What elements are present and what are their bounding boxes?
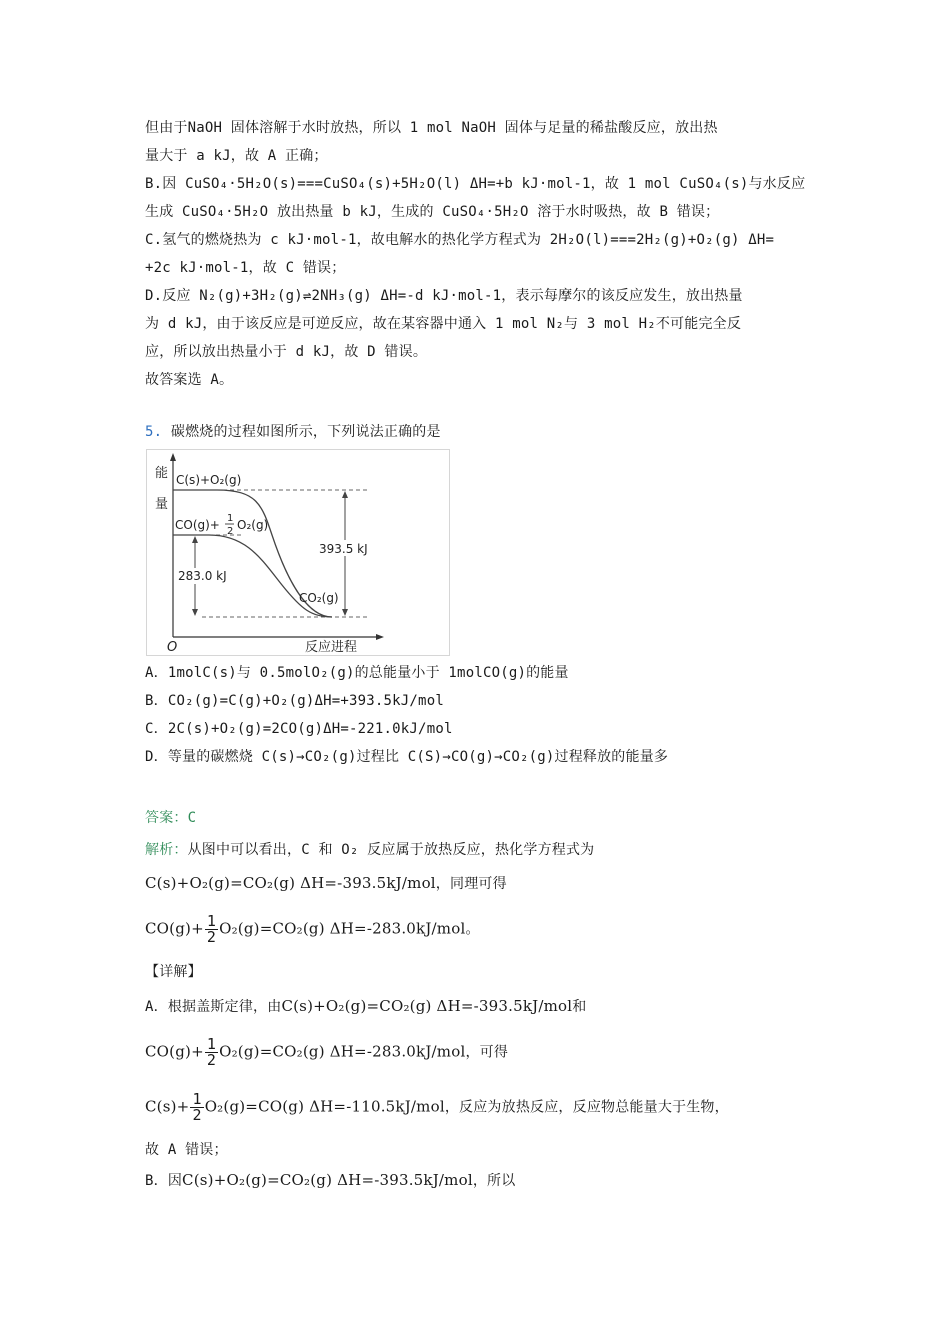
analysis-text: 从图中可以看出，C 和 O₂ 反应属于放热反应，热化学方程式为	[187, 842, 595, 858]
mid-level-label-a: CO(g)+	[175, 518, 220, 532]
fraction-half: $\frac{1}{2}$	[206, 1035, 217, 1069]
fraction-half: $\frac{1}{2}$	[192, 1090, 202, 1124]
question-text: 碳燃烧的过程如图所示，下列说法正确的是	[170, 424, 441, 440]
equation-part: CO(g)+	[145, 1042, 204, 1061]
detail-a-line1	[145, 996, 586, 1017]
text-line: B.因 CuSO₄·5H₂O(s)===CuSO₄(s)+5H₂O(l) ΔH=+b kJ·mol-1，故 1 mol CuSO₄(s)与水反应	[145, 176, 806, 192]
origin-label: O	[167, 640, 178, 655]
energy-diagram	[146, 449, 450, 656]
detail-title: 【详解】	[145, 964, 202, 980]
equation: C(s)+O₂(g)=CO₂(g) ΔH=-393.5kJ/mol	[182, 1171, 473, 1189]
detail-text: ，所以	[472, 1173, 516, 1189]
gap-label-393: 393.5 kJ	[319, 542, 368, 556]
eq-suffix: 。	[465, 921, 480, 938]
y-label-1: 能	[155, 466, 169, 481]
detail-text: ，反应为放热反应，反应物总能量大于生物，	[444, 1099, 729, 1116]
question-stem	[145, 422, 441, 442]
equation-part: C(s)+	[145, 1097, 190, 1116]
equation-part: CO(g)+	[145, 919, 204, 938]
gap-label-283: 283.0 kJ	[178, 569, 227, 583]
y-label-2: 量	[155, 497, 169, 512]
equation-part: O₂(g)=CO(g) ΔH=-110.5kJ/mol	[204, 1097, 445, 1116]
detail-a-line2	[145, 1037, 508, 1068]
analysis-eq1-line	[145, 873, 507, 894]
detail-text: ，可得	[465, 1044, 509, 1061]
detail-a-line3	[145, 1092, 729, 1123]
bottom-level-label: CO₂(g)	[299, 591, 339, 605]
question-number: 5.	[145, 424, 163, 440]
option-d: D．等量的碳燃烧 C(s)→CO₂(g)过程比 C(S)→CO(g)→CO₂(g)过程释放的能量多	[145, 749, 669, 765]
text-line: 故答案选 A。	[145, 372, 234, 388]
analysis-eq2-line	[145, 914, 480, 945]
text-line: 为 d kJ，由于该反应是可逆反应，故在某容器中通入 1 mol N₂与 3 mol H₂不可能完全反	[145, 316, 742, 332]
mid-frac-num: 1	[227, 513, 234, 524]
option-a: A．1molC(s)与 0.5molO₂(g)的总能量小于 1molCO(g)的能量	[145, 665, 569, 681]
text-line: 量大于 a kJ，故 A 正确；	[145, 148, 328, 164]
equation: C(s)+O₂(g)=CO₂(g) ΔH=-393.5kJ/mol	[145, 874, 436, 892]
option-c: C．2C(s)+O₂(g)=2CO(g)ΔH=-221.0kJ/mol	[145, 721, 453, 737]
eq-suffix: ，同理可得	[435, 876, 507, 892]
equation-part: O₂(g)=CO₂(g) ΔH=-283.0kJ/mol	[219, 1042, 466, 1061]
text-line: +2c kJ·mol-1，故 C 错误；	[145, 260, 346, 276]
detail-b-line1	[145, 1170, 515, 1191]
option-b: B．CO₂(g)=C(g)+O₂(g)ΔH=+393.5kJ/mol	[145, 693, 444, 709]
equation-part: O₂(g)=CO₂(g) ΔH=-283.0kJ/mol	[219, 919, 466, 938]
detail-text: 和	[572, 999, 587, 1015]
analysis-line	[145, 840, 594, 860]
text-line: 应，所以放出热量小于 d kJ，故 D 错误。	[145, 344, 428, 360]
text-line: D.反应 N₂(g)+3H₂(g)⇌2NH₃(g) ΔH=-d kJ·mol-1，表示每摩尔的该反应发生，放出热量	[145, 288, 743, 304]
mid-frac-den: 2	[227, 526, 234, 537]
text-line: 生成 CuSO₄·5H₂O 放出热量 b kJ，生成的 CuSO₄·5H₂O 溶于水时吸热，故 B 错误；	[145, 204, 720, 220]
answer-label: 答案：C	[145, 810, 197, 826]
text-line: 但由于NaOH 固体溶解于水时放热，所以 1 mol NaOH 固体与足量的稀盐酸反应，放出热	[145, 120, 718, 136]
detail-text: B．因	[145, 1173, 183, 1189]
top-level-label: C(s)+O₂(g)	[176, 473, 242, 487]
analysis-label: 解析：	[145, 842, 188, 858]
fraction-half: $\frac{1}{2}$	[206, 912, 217, 946]
x-label: 反应进程	[305, 640, 358, 655]
equation: C(s)+O₂(g)=CO₂(g) ΔH=-393.5kJ/mol	[281, 997, 573, 1015]
text-line: C.氢气的燃烧热为 c kJ·mol-1，故电解水的热化学方程式为 2H₂O(l)===2H₂(g)+O₂(g) ΔH=	[145, 232, 775, 248]
detail-text: A．根据盖斯定律，由	[145, 999, 282, 1015]
detail-a-line4: 故 A 错误；	[145, 1142, 228, 1158]
mid-level-label-b: O₂(g)	[237, 518, 269, 532]
